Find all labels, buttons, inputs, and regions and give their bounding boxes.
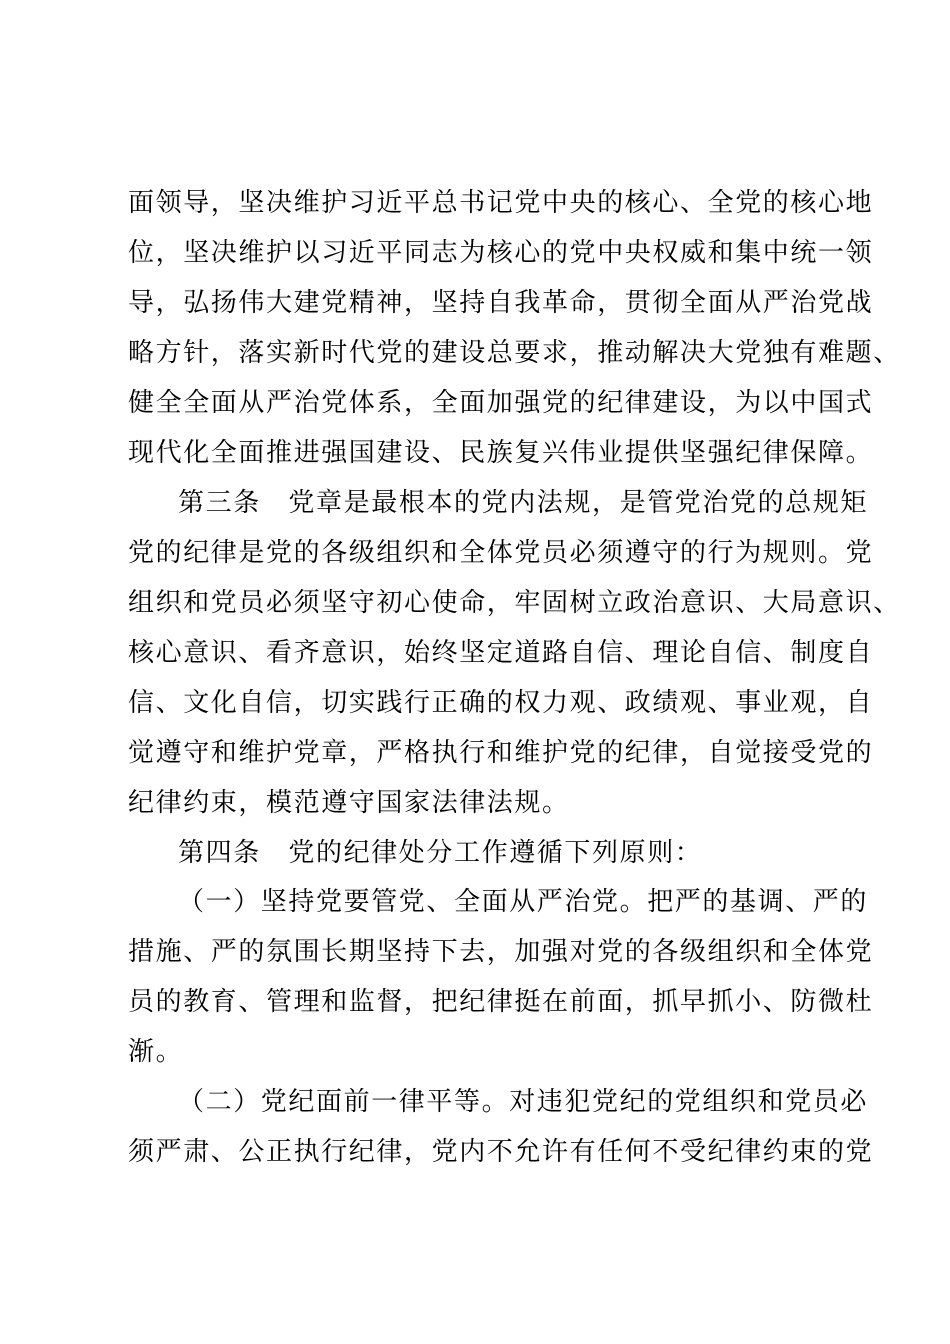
text-line: 渐。 (128, 1037, 184, 1067)
text-line: 组织和党员必须坚守初心使命，牢固树立政治意识、大局意识、 (128, 588, 901, 618)
article-4-heading-line: 第四条 党的纪律处分工作遵循下列原则： (178, 838, 703, 868)
text-line: 须严肃、公正执行纪律，党内不允许有任何不受纪律约束的党 (128, 1137, 874, 1167)
text-line: 纪律约束，模范遵守国家法律法规。 (128, 788, 570, 818)
text-line: 觉遵守和维护党章，严格执行和维护党的纪律，自觉接受党的 (128, 738, 874, 768)
principle-1-line: （一）坚持党要管党、全面从严治党。把严的基调、严的 (178, 887, 869, 917)
text-line: 信、文化自信，切实践行正确的权力观、政绩观、事业观，自 (128, 688, 874, 718)
text-line: 略方针，落实新时代党的建设总要求，推动解决大党独有难题、 (128, 338, 901, 368)
principle-2-line: （二）党纪面前一律平等。对违犯党纪的党组织和党员必 (178, 1087, 869, 1117)
text-line: 措施、严的氛围长期坚持下去，加强对党的各级组织和全体党 (128, 937, 874, 967)
text-line: 健全全面从严治党体系，全面加强党的纪律建设，为以中国式 (128, 388, 874, 418)
text-line: 党的纪律是党的各级组织和全体党员必须遵守的行为规则。党 (128, 538, 874, 568)
text-line: 核心意识、看齐意识，始终坚定道路自信、理论自信、制度自 (128, 638, 874, 668)
text-line: 导，弘扬伟大建党精神，坚持自我革命，贯彻全面从严治党战 (128, 288, 874, 318)
text-line: 位，坚决维护以习近平同志为核心的党中央权威和集中统一领 (128, 238, 874, 268)
text-line: 面领导，坚决维护习近平总书记党中央的核心、全党的核心地 (128, 188, 874, 218)
text-line: 员的教育、管理和监督，把纪律挺在前面，抓早抓小、防微杜 (128, 987, 874, 1017)
text-line: 现代化全面推进强国建设、民族复兴伟业提供坚强纪律保障。 (128, 438, 874, 468)
article-3-heading-line: 第三条 党章是最根本的党内法规，是管党治党的总规矩 (178, 488, 869, 518)
